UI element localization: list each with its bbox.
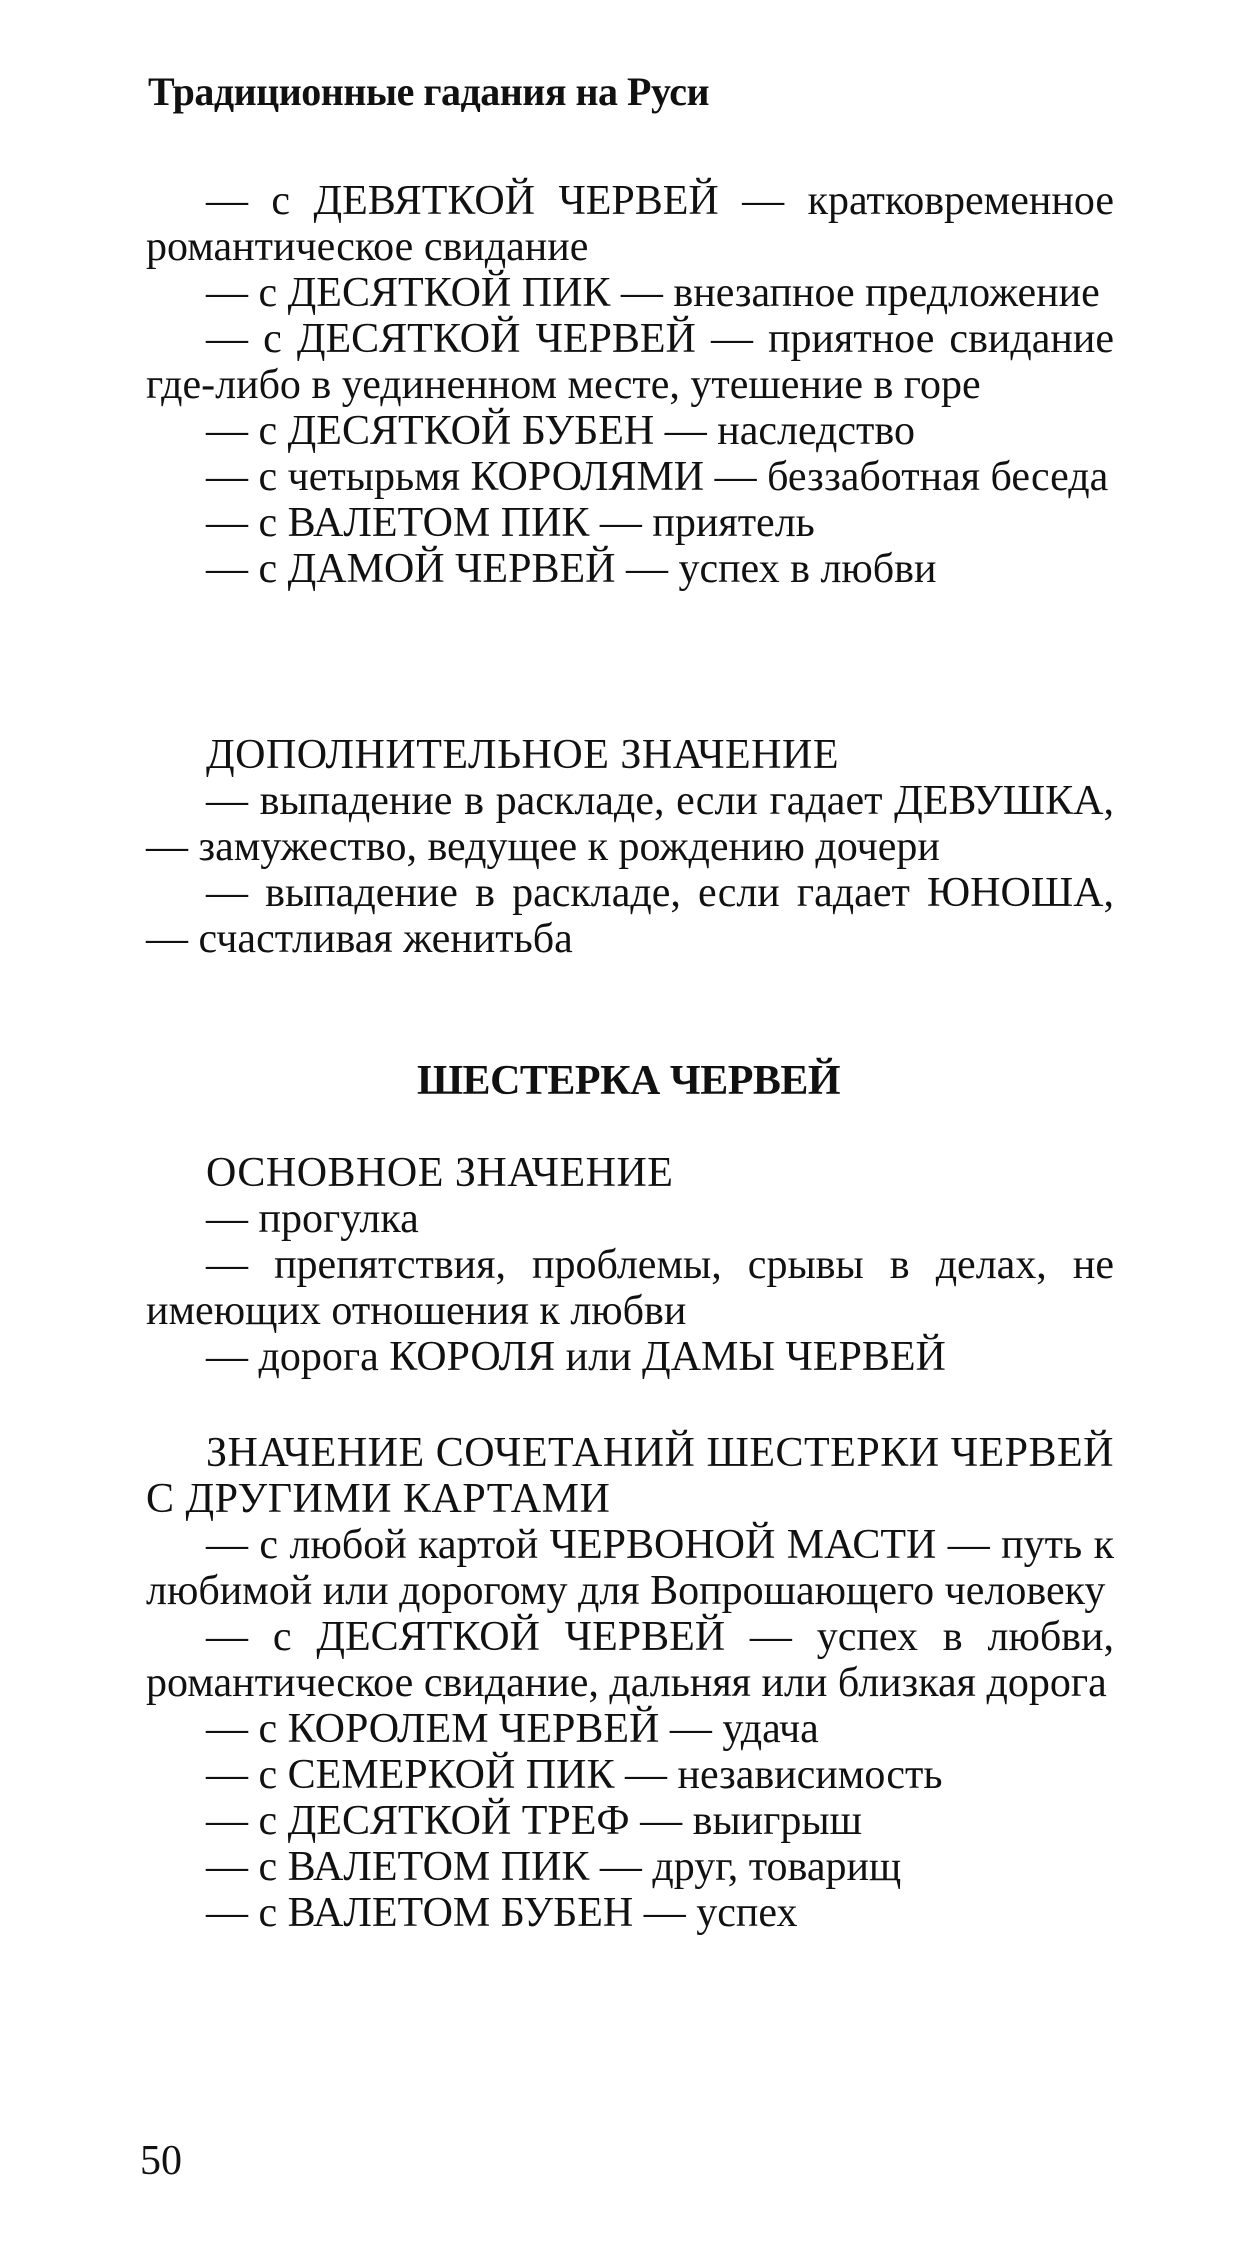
running-header: Традиционные гадания на Руси (148, 69, 710, 114)
list-item: — выпадение в раскладе, если гадает ДЕВУШКА, — замужество, ведущее к рождению дочери (146, 778, 1114, 870)
section-title: ШЕСТЕРКА ЧЕРВЕЙ (416, 1058, 841, 1104)
list-item: — с ДЕСЯТКОЙ ТРЕФ — выигрыш (206, 1798, 862, 1844)
list-item: — с ДЕСЯТКОЙ БУБЕН — наследство (206, 408, 915, 454)
list-item: — с ДЕСЯТКОЙ ЧЕРВЕЙ — приятное свидание где-либо в уединенном месте, утешение в горе (146, 316, 1114, 408)
list-item: — препятствия, проблемы, срывы в делах, не имеющих отношения к любви (146, 1242, 1114, 1334)
list-item: — выпадение в раскладе, если гадает ЮНОША, — счастливая женитьба (146, 870, 1114, 962)
list-item: — с ДЕСЯТКОЙ ЧЕРВЕЙ — успех в любви, романтическое свидание, дальняя или близкая дорога (146, 1614, 1114, 1706)
list-item: — с ДАМОЙ ЧЕРВЕЙ — успех в любви (206, 546, 937, 592)
list-item: — прогулка (206, 1196, 419, 1242)
list-item: — с ДЕСЯТКОЙ ПИК — внезапное предложение (206, 270, 1100, 316)
combinations-meaning (146, 1430, 1114, 1936)
list-item: — с ДЕВЯТКОЙ ЧЕРВЕЙ — кратковременное романтическое свидание (146, 178, 1114, 270)
list-item: — с любой картой ЧЕРВОНОЙ МАСТИ — путь к любимой или дорогому для Вопрошающего человеку (146, 1522, 1114, 1614)
list-item: — с ВАЛЕТОМ БУБЕН — успех (206, 1890, 798, 1936)
main-meaning (146, 1150, 1114, 1380)
list-item: — с четырьмя КОРОЛЯМИ — беззаботная беседа (206, 454, 1109, 500)
additional-meaning (146, 732, 1114, 962)
page-number: 50 (140, 2138, 182, 2184)
subsection-heading: ЗНАЧЕНИЕ СОЧЕТАНИЙ ШЕСТЕРКИ ЧЕРВЕЙ С ДРУГИМИ КАРТАМИ (146, 1430, 1114, 1522)
combinations-continued (146, 178, 1114, 592)
list-item: — с ВАЛЕТОМ ПИК — друг, товарищ (206, 1844, 902, 1890)
list-item: — с СЕМЕРКОЙ ПИК — независимость (206, 1752, 943, 1798)
subsection-heading: ОСНОВНОЕ ЗНАЧЕНИЕ (206, 1150, 674, 1196)
list-item: — дорога КОРОЛЯ или ДАМЫ ЧЕРВЕЙ (206, 1334, 946, 1380)
list-item: — с КОРОЛЕМ ЧЕРВЕЙ — удача (206, 1706, 819, 1752)
list-item: — с ВАЛЕТОМ ПИК — приятель (206, 500, 815, 546)
subsection-heading: ДОПОЛНИТЕЛЬНОЕ ЗНАЧЕНИЕ (206, 732, 839, 778)
